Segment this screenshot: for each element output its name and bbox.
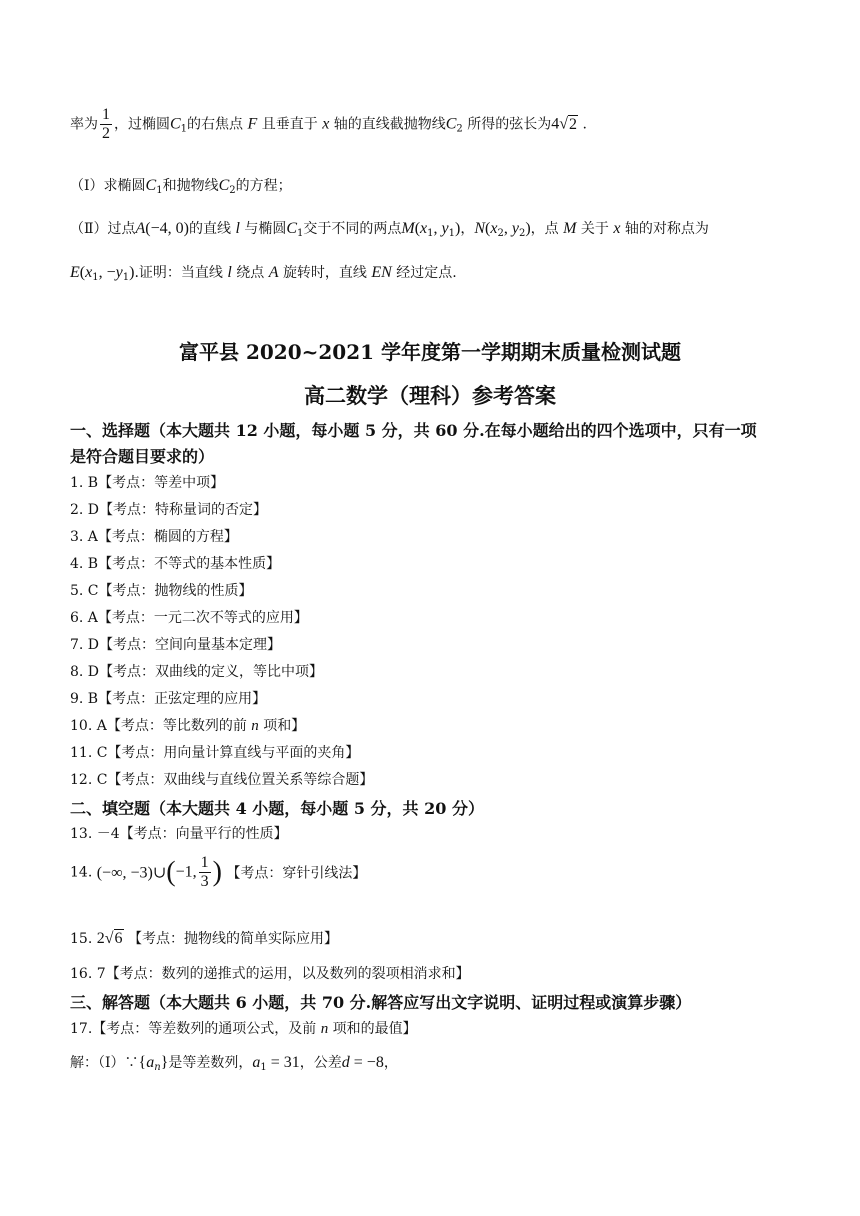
answer-item: 3. A【考点：椭圆的方程】 <box>70 529 238 545</box>
section-1-heading: 一、选择题（本大题共 12 小题，每小题 5 分，共 60 分.在每小题给出的四个选项中，只有一项 <box>70 421 757 440</box>
answer-item: 9. B【考点：正弦定理的应用】 <box>70 691 267 707</box>
section-2-heading: 二、填空题（本大题共 4 小题，每小题 5 分，共 20 分） <box>70 799 484 818</box>
fraction-one-half: $\frac{1}{2}$ <box>102 106 110 142</box>
answer-item-14: 14. (−∞, −3)∪(−1, $\frac{1}{3}$ ) 【考点：穿针引线法】 <box>70 854 367 890</box>
section-3-heading: 三、解答题（本大题共 6 小题，共 70 分.解答应写出文字说明、证明过程或演算步骤） <box>70 993 692 1012</box>
answer-item: 8. D【考点：双曲线的定义，等比中项】 <box>70 664 324 680</box>
answer-item: 16. 7【考点：数列的递推式的运用，以及数列的裂项相消求和】 <box>70 966 470 982</box>
answer-item: 10. A【考点：等比数列的前 n 项和】 <box>70 718 306 734</box>
answer-item-17: 17.【考点：等差数列的通项公式，及前 n 项和的最值】 <box>70 1021 417 1037</box>
answer-item-15: 15. 2√6 【考点：抛物线的简单实际应用】 <box>70 930 338 947</box>
problem-part-2-line-2: $E(x_1$, $-y_1$).证明：当直线 l 绕点 A 旋转时，直线 EN 经过定点. <box>70 264 457 283</box>
answer-item: 12. C【考点：双曲线与直线位置关系等综合题】 <box>70 772 374 788</box>
section-1-heading-cont: 是符合题目要求的） <box>70 447 215 466</box>
answer-item: 6. A【考点：一元二次不等式的应用】 <box>70 610 308 626</box>
page-title: 富平县 2020~2021 学年度第一学期期末质量检测试题 <box>178 340 681 364</box>
problem-line-1: 率为 $\frac{1}{2}$ ，过椭圆$C_1$的右焦点 F 且垂直于 x 轴的直线截抛物线$C_2$ 所得的弦长为4√2 . <box>70 106 587 142</box>
solution-line: 解：$(Ⅰ)\because\{a_n\}$是等差数列，$a_1 = 31$，公差d = −8， <box>70 1054 398 1073</box>
answer-item: 13. －4【考点：向量平行的性质】 <box>70 826 288 842</box>
text: 率为 <box>70 116 98 133</box>
answer-item: 2. D【考点：特称量词的否定】 <box>70 502 268 518</box>
answer-item: 4. B【考点：不等式的基本性质】 <box>70 556 281 572</box>
answer-item: 11. C【考点：用向量计算直线与平面的夹角】 <box>70 745 360 761</box>
problem-part-2-line-1: （Ⅱ）过点A(−4, 0)的直线 l 与椭圆$C_1$交于不同的两点$M(x_1$, $y_1$)，$N(x_2$, $y_2$)，点 M 关于 x 轴的对称点为 <box>70 220 709 239</box>
answer-item: 7. D【考点：空间向量基本定理】 <box>70 637 282 653</box>
page-subtitle: 高二数学（理科）参考答案 <box>304 383 556 408</box>
answer-item: 1. B【考点：等差中项】 <box>70 475 225 491</box>
problem-part-1: （Ⅰ）求椭圆$C_1$和抛物线$C_2$的方程； <box>70 177 292 196</box>
answer-item: 5. C【考点：抛物线的性质】 <box>70 583 253 599</box>
